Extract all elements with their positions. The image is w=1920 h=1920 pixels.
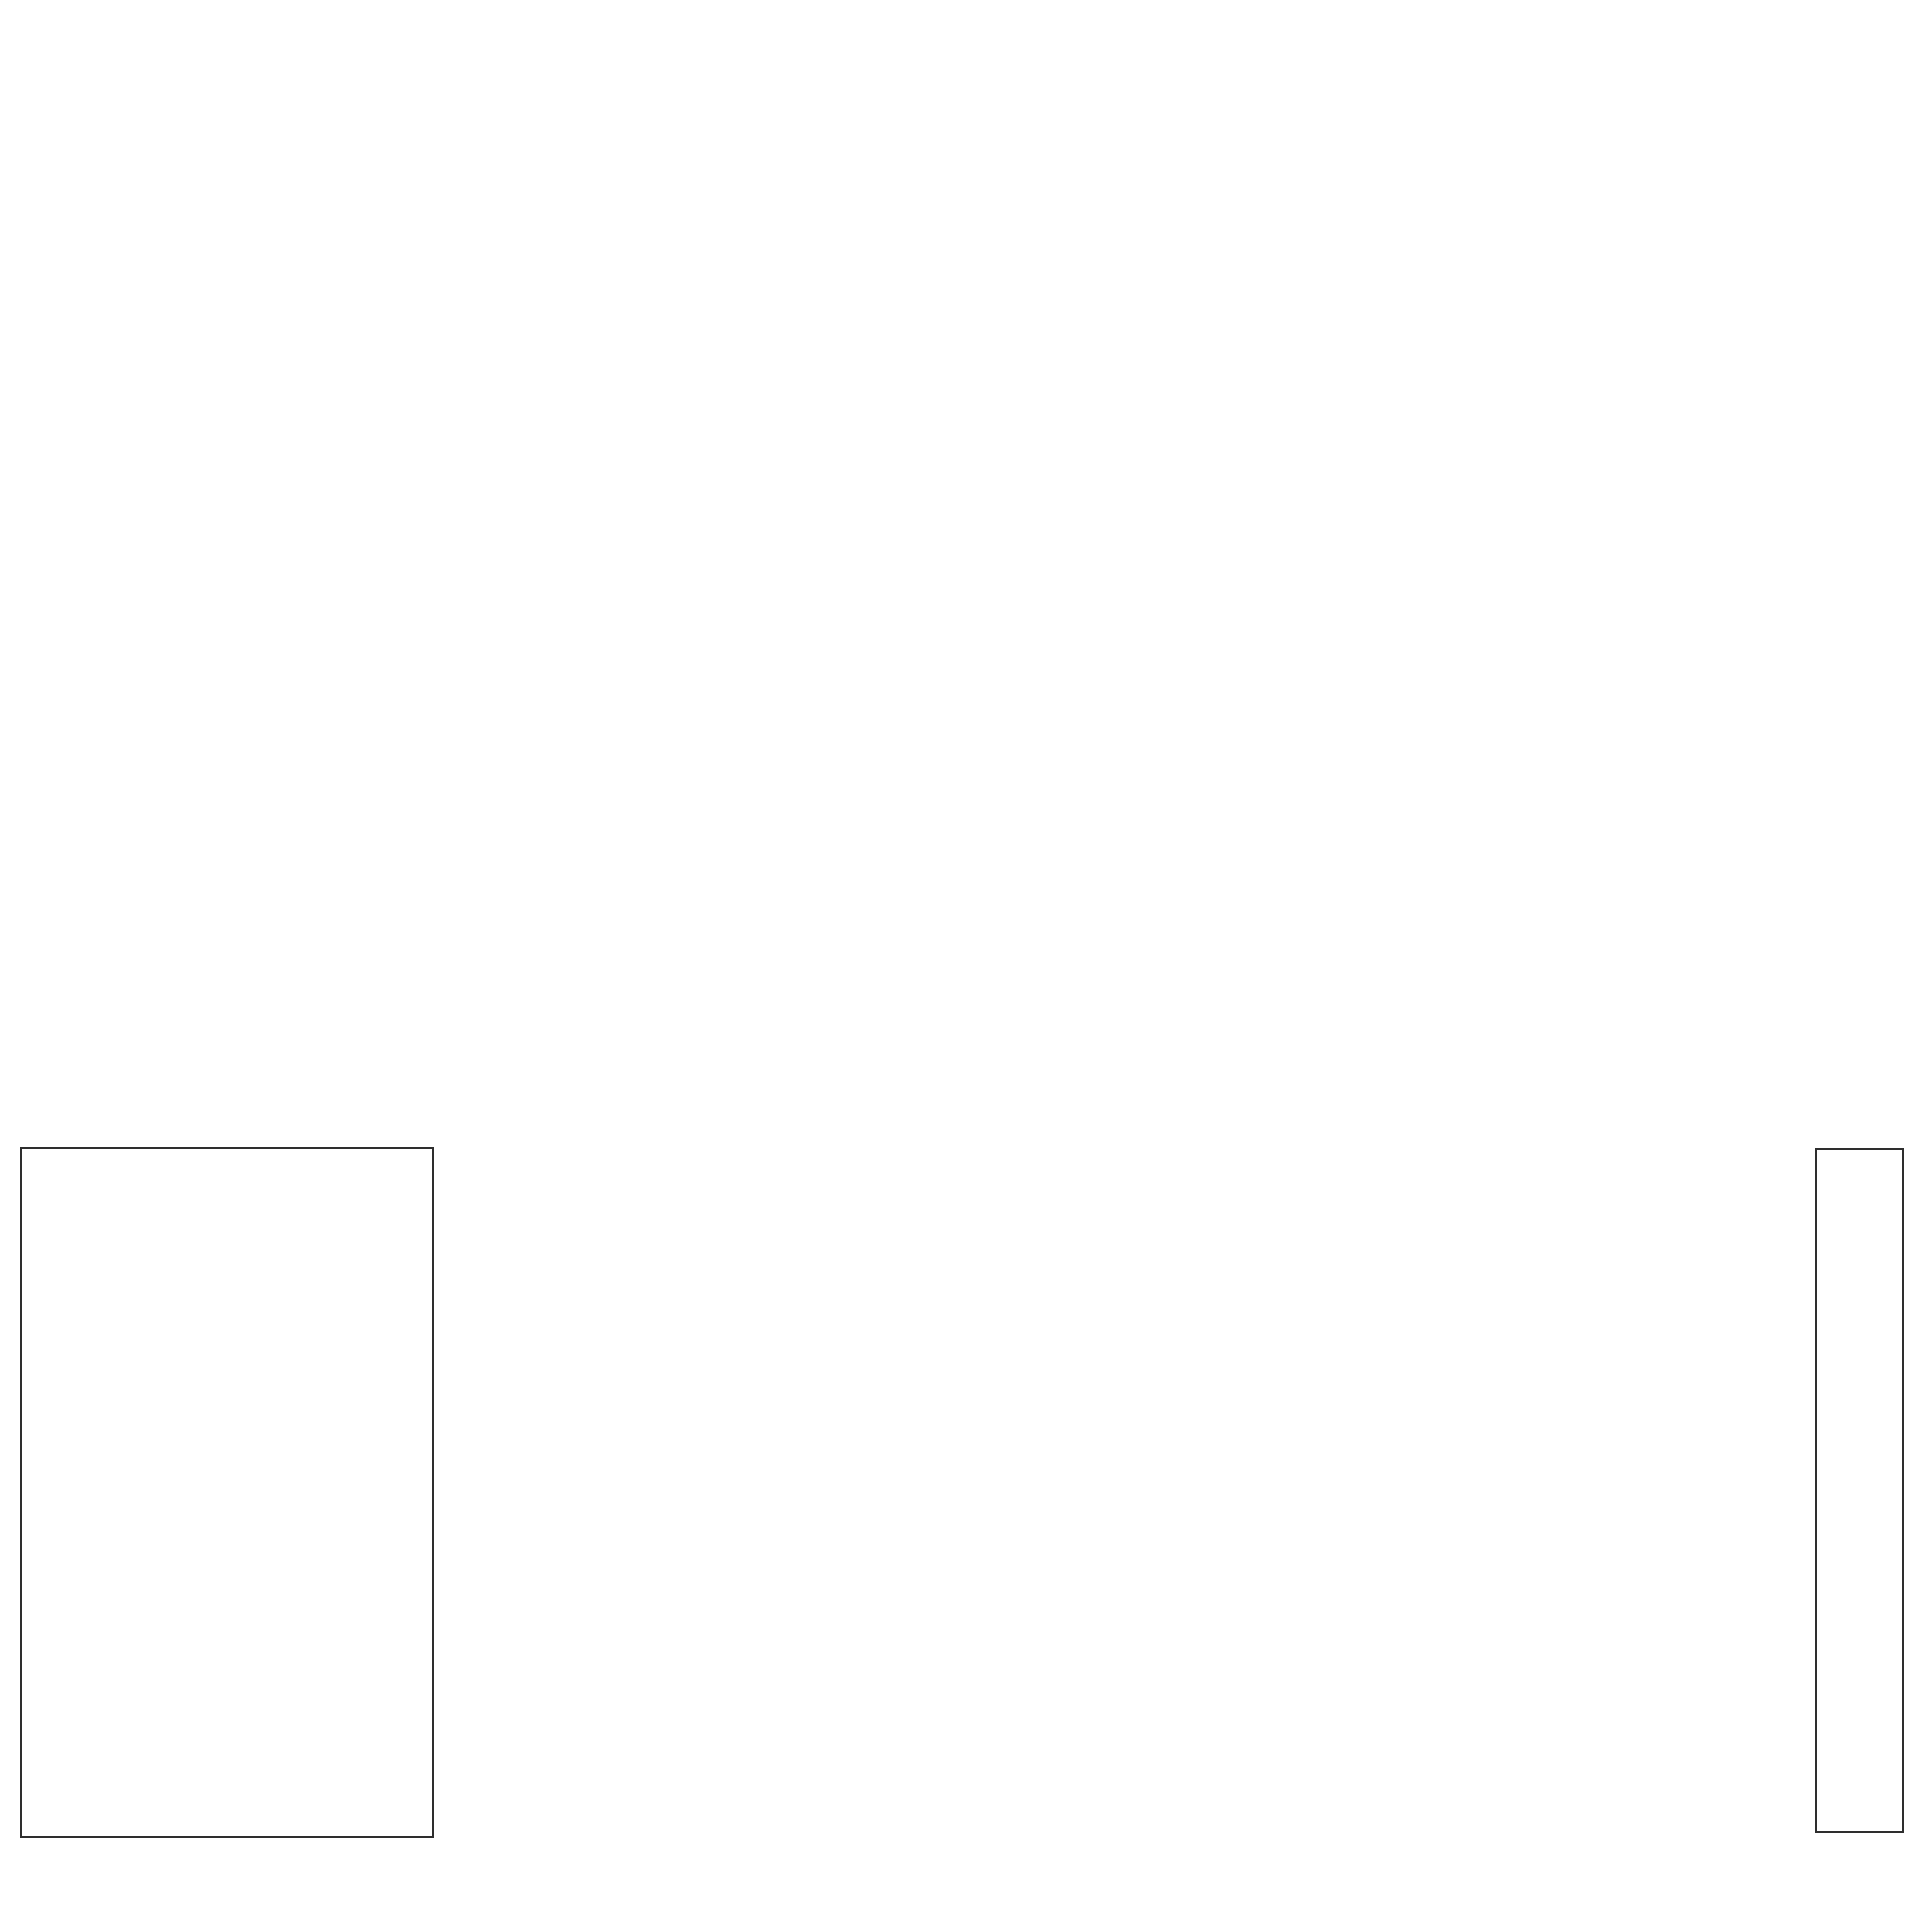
matrix-panel <box>1815 1148 1904 1833</box>
set-size-panel <box>20 1147 434 1838</box>
